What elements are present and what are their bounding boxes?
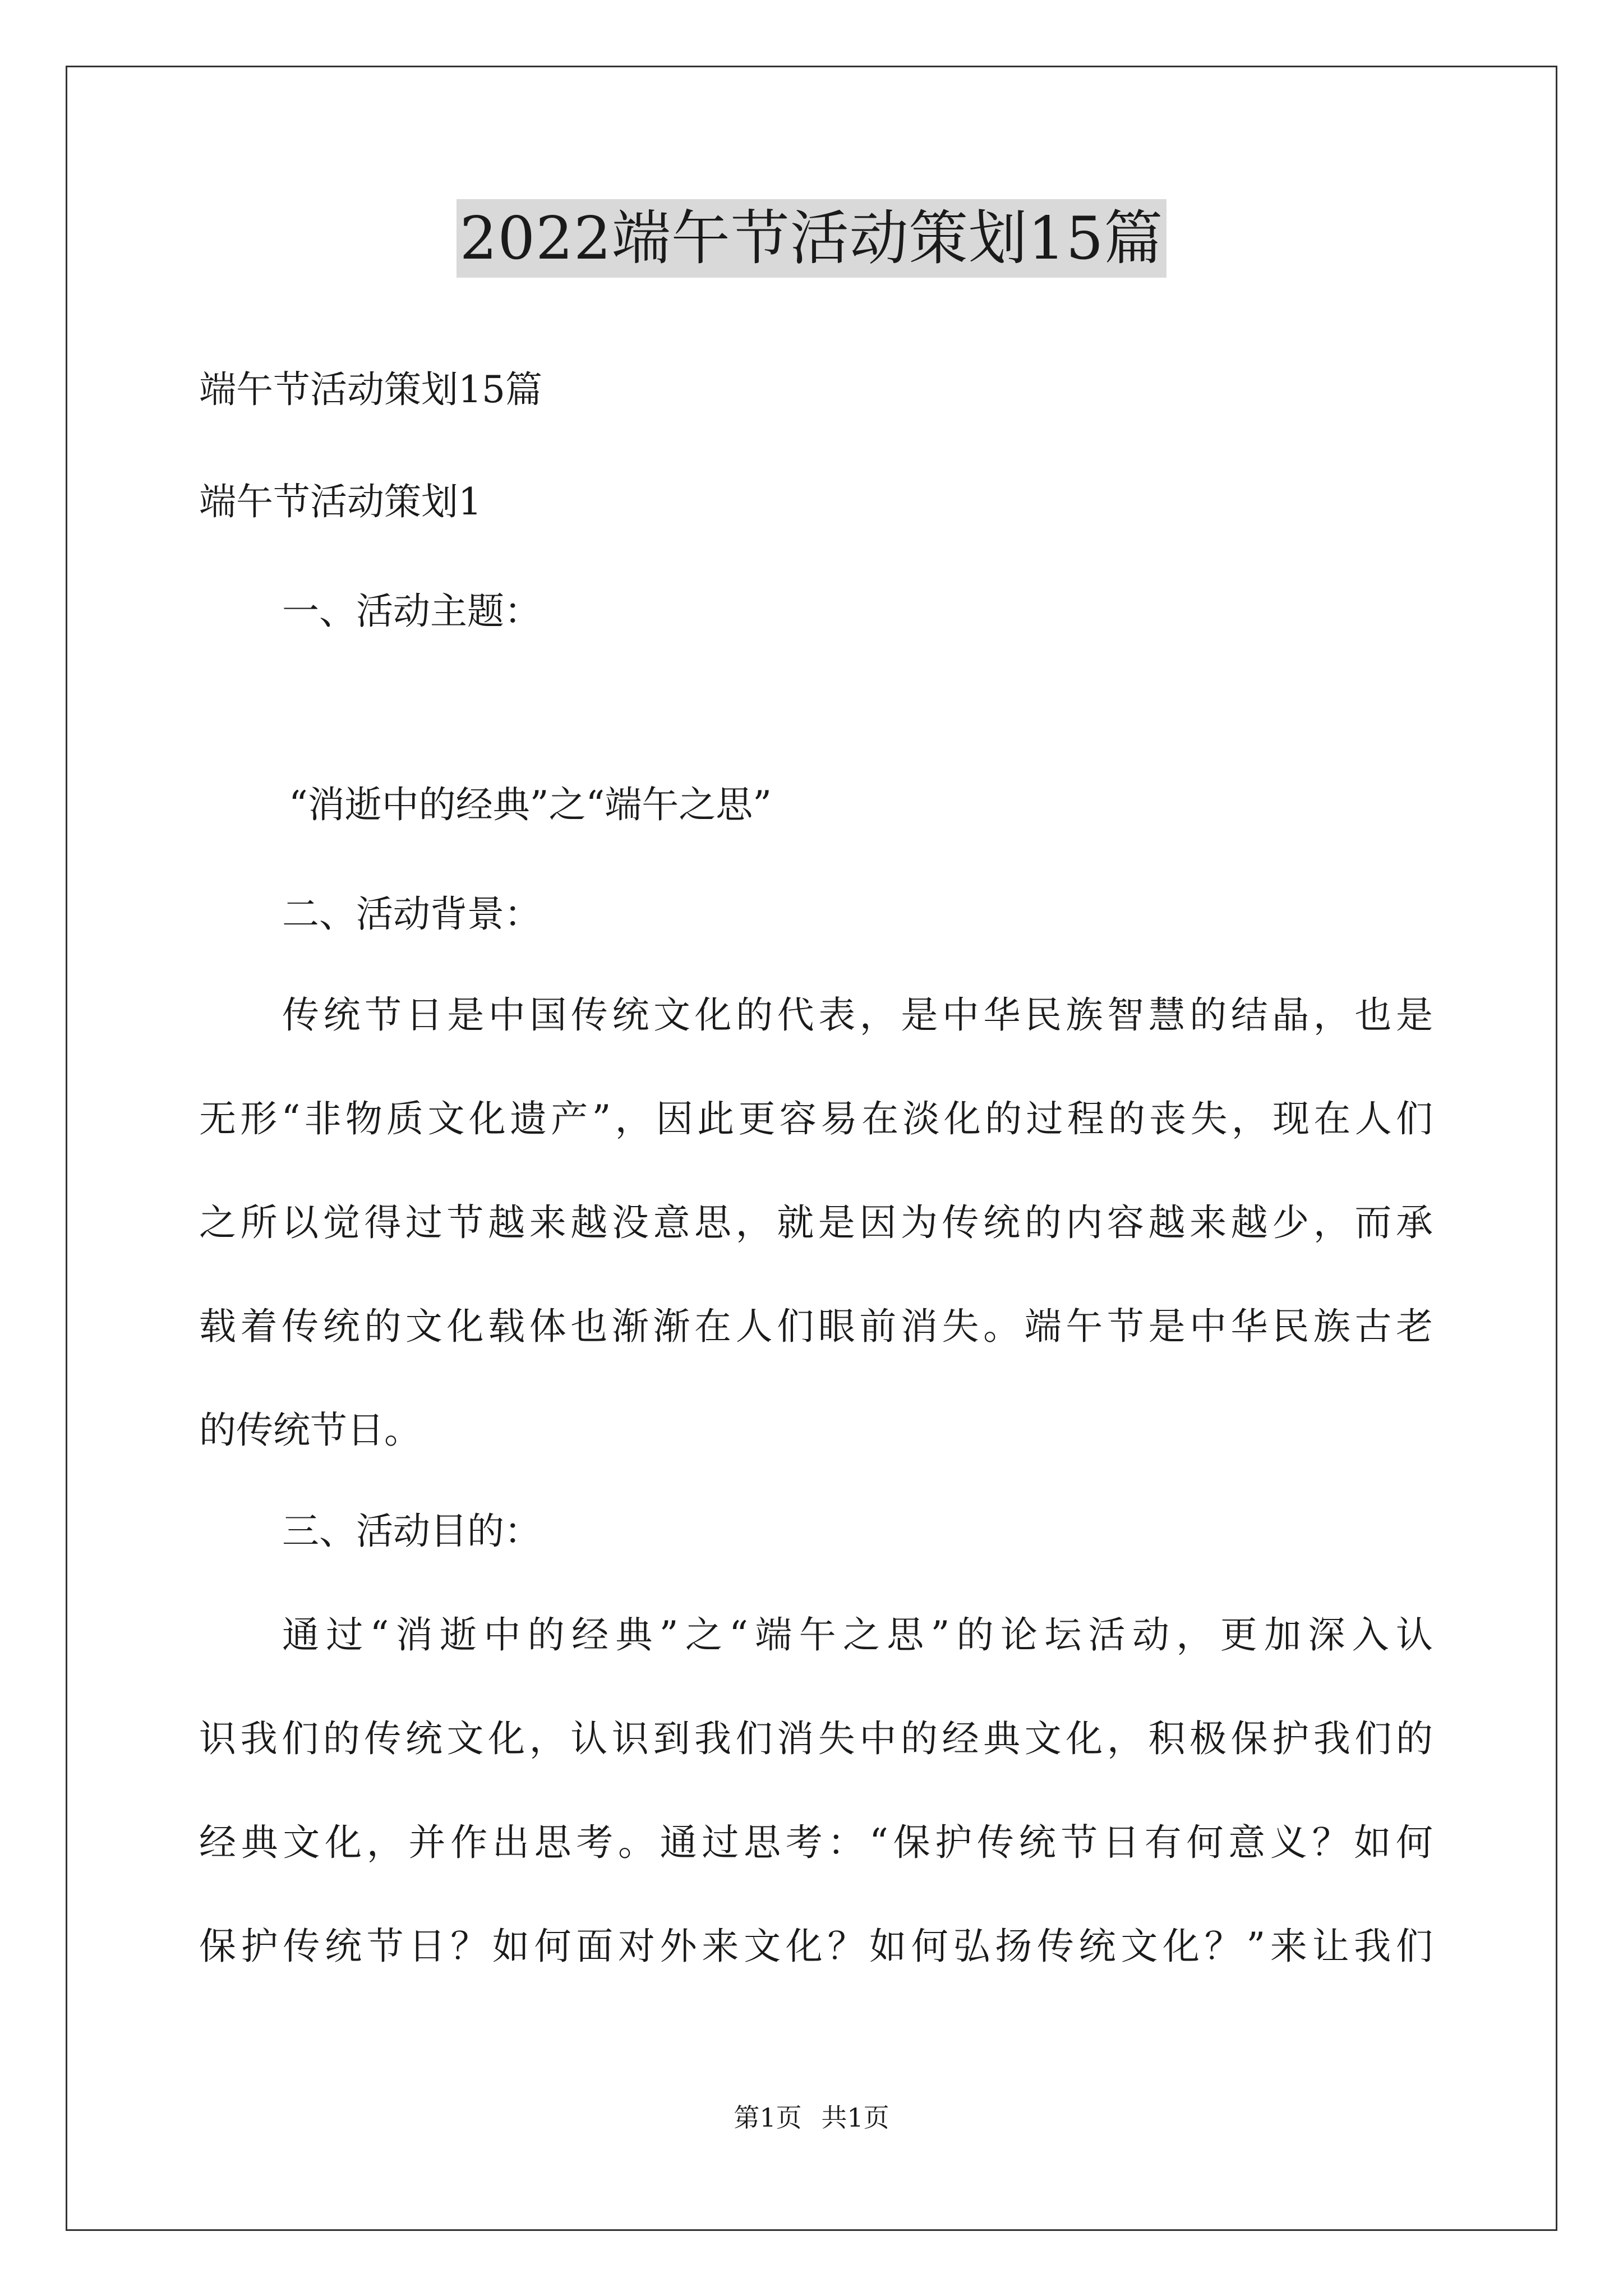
paragraph-line: 的传统节日。	[199, 1409, 421, 1452]
paragraph-line: 载着传统的文化载体也渐渐在人们眼前消失。端午节是中华民族古老	[199, 1305, 1433, 1348]
section-heading-line: 端午节活动策划1	[199, 480, 482, 523]
page-total: 共1页	[821, 2102, 889, 2133]
theme-text: “消逝中的经典”之“端午之思”	[289, 783, 772, 826]
heading-purpose: 三、活动目的：	[282, 1510, 541, 1553]
paragraph-line: 传统节日是中国传统文化的代表，是中华民族智慧的结晶，也是	[282, 993, 1433, 1037]
paragraph-line: 保护传统节日？如何面对外来文化？如何弘扬传统文化？”来让我们	[199, 1925, 1433, 1968]
paragraph-line: 之所以觉得过节越来越没意思，就是因为传统的内容越来越少，而承	[199, 1201, 1433, 1244]
paragraph-line: 无形“非物质文化遗产”，因此更容易在淡化的过程的丧失，现在人们	[199, 1097, 1433, 1140]
title-container	[0, 199, 1623, 278]
subtitle-line: 端午节活动策划15篇	[199, 368, 542, 411]
paragraph-line: 通过“消逝中的经典”之“端午之思”的论坛活动，更加深入认	[282, 1613, 1433, 1657]
page-footer	[0, 2101, 1623, 2134]
heading-theme: 一、活动主题：	[282, 590, 541, 633]
document-title: 2022端午节活动策划15篇	[457, 199, 1167, 278]
heading-background: 二、活动背景：	[282, 892, 541, 936]
paragraph-line: 经典文化，并作出思考。通过思考：“保护传统节日有何意义？如何	[199, 1821, 1433, 1864]
page-number: 第1页	[734, 2102, 802, 2133]
paragraph-line: 识我们的传统文化，认识到我们消失中的经典文化，积极保护我们的	[199, 1717, 1433, 1760]
